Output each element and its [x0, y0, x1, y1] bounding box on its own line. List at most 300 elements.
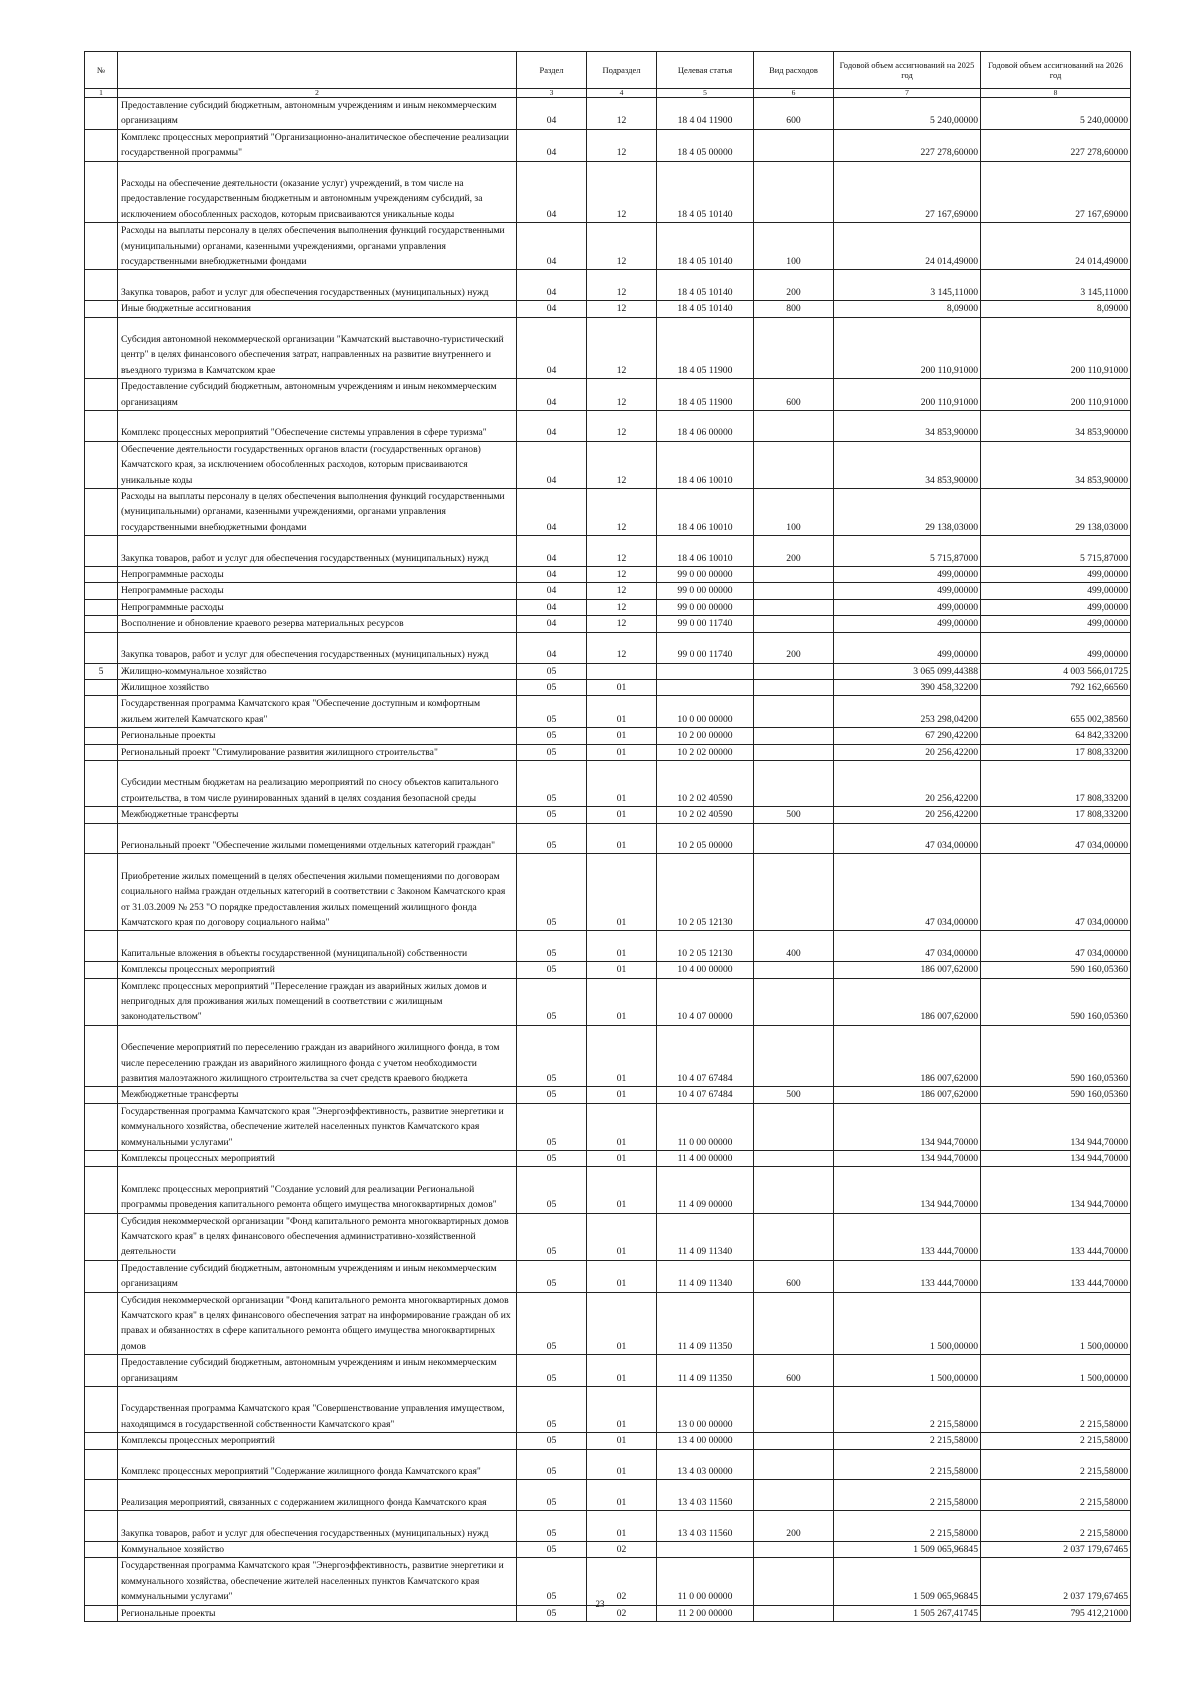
row-amount-2025: 2 215,58000 [834, 1449, 981, 1480]
row-name: Комплексы процессных мероприятий [118, 1150, 517, 1166]
row-name: Закупка товаров, работ и услуг для обеспечения государственных (муниципальных) нужд [118, 1511, 517, 1542]
row-expense-type [754, 978, 834, 1025]
row-amount-2025: 1 500,00000 [834, 1292, 981, 1355]
row-podrazdel [587, 663, 657, 679]
row-number [85, 1433, 118, 1449]
row-razdel: 04 [517, 567, 587, 583]
table-row [85, 379, 1131, 411]
budget-allocation-table [84, 51, 1131, 1622]
row-amount-2026: 792 162,66560 [981, 679, 1131, 695]
row-razdel: 05 [517, 854, 587, 931]
table-row [85, 223, 1131, 270]
row-amount-2026: 134 944,70000 [981, 1150, 1131, 1166]
table-body [85, 98, 1131, 1622]
row-amount-2025: 253 298,04200 [834, 696, 981, 728]
row-podrazdel: 01 [587, 1087, 657, 1103]
page-number: 23 [595, 1599, 605, 1609]
row-amount-2025: 5 240,00000 [834, 98, 981, 130]
row-expense-type [754, 441, 834, 488]
header-number: № [85, 52, 118, 89]
row-amount-2025: 1 509 065,96845 [834, 1542, 981, 1558]
table-row [85, 616, 1131, 632]
table-row [85, 1167, 1131, 1213]
row-target-article: 10 2 02 40590 [657, 807, 754, 823]
row-razdel: 05 [517, 1167, 587, 1213]
row-amount-2025: 20 256,42200 [834, 807, 981, 823]
row-amount-2026: 1 500,00000 [981, 1355, 1131, 1387]
row-target-article: 10 2 02 40590 [657, 760, 754, 806]
row-amount-2025: 47 034,00000 [834, 931, 981, 962]
table-row [85, 317, 1131, 379]
row-podrazdel: 12 [587, 301, 657, 317]
row-target-article [657, 679, 754, 695]
row-expense-type [754, 679, 834, 695]
row-name: Непрограммные расходы [118, 567, 517, 583]
row-razdel: 05 [517, 1150, 587, 1166]
row-razdel: 04 [517, 632, 587, 663]
row-podrazdel: 01 [587, 1480, 657, 1511]
row-expense-type [754, 854, 834, 931]
row-expense-type: 600 [754, 98, 834, 130]
row-name: Государственная программа Камчатского края "Энергоэффективность, развитие энергетики и коммунального хозяйства, обеспечение жителей населенных пунктов Камчатского края коммунальными услугами" [118, 1558, 517, 1605]
table-row [85, 161, 1131, 223]
row-name: Государственная программа Камчатского края "Обеспечение доступным и комфортным жильем жителей Камчатского края" [118, 696, 517, 728]
row-number [85, 1542, 118, 1558]
row-razdel: 04 [517, 223, 587, 270]
row-number [85, 807, 118, 823]
table-row [85, 1480, 1131, 1511]
row-amount-2025: 134 944,70000 [834, 1167, 981, 1213]
row-target-article: 10 2 05 12130 [657, 854, 754, 931]
table-row [85, 854, 1131, 931]
row-name: Субсидия некоммерческой организации "Фонд капитального ремонта многоквартирных домов Камчатского края" в целях финансового обеспечения административно-хозяйственной деятельности [118, 1213, 517, 1260]
table-row [85, 489, 1131, 536]
row-name: Капитальные вложения в объекты государственной (муниципальной) собственности [118, 931, 517, 962]
row-name: Закупка товаров, работ и услуг для обеспечения государственных (муниципальных) нужд [118, 270, 517, 301]
row-podrazdel: 01 [587, 1150, 657, 1166]
row-podrazdel: 12 [587, 317, 657, 379]
row-amount-2026: 227 278,60000 [981, 129, 1131, 161]
row-expense-type [754, 1150, 834, 1166]
row-amount-2026: 499,00000 [981, 567, 1131, 583]
row-expense-type [754, 1025, 834, 1087]
row-number [85, 931, 118, 962]
row-number [85, 823, 118, 854]
row-target-article: 99 0 00 11740 [657, 616, 754, 632]
column-number: 4 [587, 89, 657, 98]
row-amount-2026: 2 215,58000 [981, 1511, 1131, 1542]
row-number [85, 1387, 118, 1433]
row-razdel: 05 [517, 1260, 587, 1292]
row-expense-type: 600 [754, 379, 834, 411]
row-razdel: 04 [517, 301, 587, 317]
row-name: Непрограммные расходы [118, 599, 517, 615]
row-expense-type [754, 823, 834, 854]
row-podrazdel: 12 [587, 632, 657, 663]
row-amount-2025: 2 215,58000 [834, 1387, 981, 1433]
row-amount-2025: 134 944,70000 [834, 1103, 981, 1150]
row-name: Расходы на выплаты персоналу в целях обеспечения выполнения функций государственными (муниципальными) органами, казенными учреждениями, органами управления государственными внебюджетными фондами [118, 489, 517, 536]
row-target-article: 10 2 02 00000 [657, 744, 754, 760]
row-amount-2026: 2 215,58000 [981, 1433, 1131, 1449]
row-amount-2025: 8,09000 [834, 301, 981, 317]
row-name: Региональный проект "Стимулирование развития жилищного строительства" [118, 744, 517, 760]
row-razdel: 04 [517, 441, 587, 488]
table-row [85, 441, 1131, 488]
row-name: Непрограммные расходы [118, 583, 517, 599]
table-row [85, 807, 1131, 823]
header-expense-type: Вид расходов [754, 52, 834, 89]
row-expense-type: 600 [754, 1355, 834, 1387]
row-target-article: 18 4 05 10140 [657, 223, 754, 270]
table-row [85, 1087, 1131, 1103]
row-amount-2025: 390 458,32200 [834, 679, 981, 695]
row-target-article [657, 1542, 754, 1558]
row-amount-2026: 200 110,91000 [981, 379, 1131, 411]
row-name: Комплекс процессных мероприятий "Содержание жилищного фонда Камчатского края" [118, 1449, 517, 1480]
row-amount-2026: 200 110,91000 [981, 317, 1131, 379]
row-expense-type: 500 [754, 807, 834, 823]
row-razdel: 05 [517, 728, 587, 744]
row-number [85, 441, 118, 488]
row-name: Закупка товаров, работ и услуг для обеспечения государственных (муниципальных) нужд [118, 536, 517, 567]
table-row [85, 696, 1131, 728]
row-amount-2026: 134 944,70000 [981, 1167, 1131, 1213]
column-number: 5 [657, 89, 754, 98]
table-row [85, 1150, 1131, 1166]
row-amount-2026: 2 215,58000 [981, 1480, 1131, 1511]
row-amount-2025: 134 944,70000 [834, 1150, 981, 1166]
row-target-article: 99 0 00 11740 [657, 632, 754, 663]
header-allocation-2025: Годовой объем ассигнований на 2025 год [834, 52, 981, 89]
row-number [85, 536, 118, 567]
row-expense-type [754, 1387, 834, 1433]
row-amount-2025: 499,00000 [834, 599, 981, 615]
header-allocation-2026: Годовой объем ассигнований на 2026 год [981, 52, 1131, 89]
row-amount-2025: 200 110,91000 [834, 317, 981, 379]
row-amount-2026: 133 444,70000 [981, 1213, 1131, 1260]
row-amount-2026: 655 002,38560 [981, 696, 1131, 728]
row-target-article: 13 4 03 11560 [657, 1480, 754, 1511]
row-podrazdel: 01 [587, 1025, 657, 1087]
row-target-article [657, 663, 754, 679]
row-target-article: 11 4 09 11340 [657, 1213, 754, 1260]
row-number [85, 728, 118, 744]
row-podrazdel: 01 [587, 1387, 657, 1433]
row-amount-2025: 34 853,90000 [834, 411, 981, 442]
table-row [85, 129, 1131, 161]
row-razdel: 04 [517, 583, 587, 599]
row-name: Субсидия некоммерческой организации "Фонд капитального ремонта многоквартирных домов Камчатского края" в целях финансового обеспечения затрат на информирование граждан об их правах и обязанностях в сфере капитального ремонта общего имущества многоквартирных домов [118, 1292, 517, 1355]
row-amount-2026: 5 240,00000 [981, 98, 1131, 130]
row-name: Межбюджетные трансферты [118, 807, 517, 823]
row-number [85, 129, 118, 161]
row-amount-2026: 47 034,00000 [981, 823, 1131, 854]
column-number: 7 [834, 89, 981, 98]
row-podrazdel: 01 [587, 744, 657, 760]
row-podrazdel: 01 [587, 823, 657, 854]
row-expense-type: 200 [754, 1511, 834, 1542]
row-number [85, 1355, 118, 1387]
header-razdel: Раздел [517, 52, 587, 89]
row-expense-type [754, 962, 834, 978]
row-razdel: 04 [517, 317, 587, 379]
row-amount-2025: 1 509 065,96845 [834, 1558, 981, 1605]
table-row [85, 744, 1131, 760]
row-number [85, 270, 118, 301]
row-number [85, 98, 118, 130]
row-amount-2026: 17 808,33200 [981, 744, 1131, 760]
row-razdel: 04 [517, 270, 587, 301]
row-name: Жилищное хозяйство [118, 679, 517, 695]
row-razdel: 04 [517, 98, 587, 130]
row-name: Субсидия автономной некоммерческой организации "Камчатский выставочно-туристический центр" в целях финансового обеспечения затрат, направленных на развитие внутреннего и въездного туризма в Камчатском крае [118, 317, 517, 379]
row-amount-2026: 795 412,21000 [981, 1605, 1131, 1621]
row-target-article: 10 4 07 67484 [657, 1025, 754, 1087]
row-amount-2026: 47 034,00000 [981, 931, 1131, 962]
row-name: Иные бюджетные ассигнования [118, 301, 517, 317]
row-number [85, 1260, 118, 1292]
row-expense-type [754, 1449, 834, 1480]
row-amount-2026: 2 215,58000 [981, 1449, 1131, 1480]
row-razdel: 05 [517, 1433, 587, 1449]
row-number [85, 567, 118, 583]
row-amount-2026: 590 160,05360 [981, 978, 1131, 1025]
row-expense-type: 500 [754, 1087, 834, 1103]
row-podrazdel: 01 [587, 1260, 657, 1292]
row-number [85, 599, 118, 615]
table-row [85, 663, 1131, 679]
row-razdel: 04 [517, 161, 587, 223]
row-razdel: 05 [517, 760, 587, 806]
row-razdel: 05 [517, 807, 587, 823]
row-target-article: 13 4 03 00000 [657, 1449, 754, 1480]
row-target-article: 99 0 00 00000 [657, 583, 754, 599]
row-expense-type [754, 161, 834, 223]
row-expense-type [754, 583, 834, 599]
row-podrazdel: 01 [587, 807, 657, 823]
row-amount-2026: 27 167,69000 [981, 161, 1131, 223]
row-target-article: 10 2 00 00000 [657, 728, 754, 744]
row-podrazdel: 01 [587, 1511, 657, 1542]
row-number [85, 1511, 118, 1542]
row-razdel: 05 [517, 1292, 587, 1355]
row-number [85, 1213, 118, 1260]
row-expense-type [754, 411, 834, 442]
row-razdel: 05 [517, 1480, 587, 1511]
row-razdel: 05 [517, 1449, 587, 1480]
table-row [85, 931, 1131, 962]
row-name: Комплексы процессных мероприятий [118, 962, 517, 978]
row-amount-2025: 47 034,00000 [834, 823, 981, 854]
row-target-article: 10 4 07 67484 [657, 1087, 754, 1103]
row-name: Предоставление субсидий бюджетным, автономным учреждениям и иным некоммерческим организациям [118, 1355, 517, 1387]
row-amount-2026: 29 138,03000 [981, 489, 1131, 536]
row-name: Расходы на выплаты персоналу в целях обеспечения выполнения функций государственными (муниципальными) органами, казенными учреждениями, органами управления государственными внебюджетными фондами [118, 223, 517, 270]
row-expense-type [754, 728, 834, 744]
row-amount-2026: 4 003 566,01725 [981, 663, 1131, 679]
row-razdel: 05 [517, 1542, 587, 1558]
table-row [85, 978, 1131, 1025]
row-expense-type [754, 599, 834, 615]
row-amount-2025: 24 014,49000 [834, 223, 981, 270]
row-target-article: 11 4 09 00000 [657, 1167, 754, 1213]
row-amount-2026: 17 808,33200 [981, 807, 1131, 823]
row-target-article: 18 4 06 00000 [657, 411, 754, 442]
row-target-article: 10 4 07 00000 [657, 978, 754, 1025]
table-row [85, 1213, 1131, 1260]
table-row [85, 270, 1131, 301]
row-podrazdel: 12 [587, 223, 657, 270]
row-number [85, 616, 118, 632]
row-amount-2025: 27 167,69000 [834, 161, 981, 223]
row-expense-type: 200 [754, 536, 834, 567]
row-expense-type: 100 [754, 489, 834, 536]
table-row [85, 583, 1131, 599]
row-number [85, 1103, 118, 1150]
row-razdel: 05 [517, 1213, 587, 1260]
row-expense-type [754, 616, 834, 632]
row-razdel: 04 [517, 129, 587, 161]
row-number [85, 411, 118, 442]
row-number [85, 1025, 118, 1087]
row-expense-type: 600 [754, 1260, 834, 1292]
row-amount-2026: 499,00000 [981, 583, 1131, 599]
row-razdel: 05 [517, 663, 587, 679]
table-row [85, 760, 1131, 806]
row-number [85, 1292, 118, 1355]
row-expense-type [754, 1167, 834, 1213]
row-amount-2025: 2 215,58000 [834, 1480, 981, 1511]
row-number [85, 962, 118, 978]
row-expense-type [754, 1103, 834, 1150]
row-expense-type [754, 1542, 834, 1558]
table-row [85, 567, 1131, 583]
row-name: Комплекс процессных мероприятий "Организационно-аналитическое обеспечение реализации государственной программы" [118, 129, 517, 161]
budget-table-page [84, 51, 1130, 1622]
row-amount-2026: 8,09000 [981, 301, 1131, 317]
row-amount-2026: 2 215,58000 [981, 1387, 1131, 1433]
row-target-article: 13 4 03 11560 [657, 1511, 754, 1542]
row-amount-2025: 227 278,60000 [834, 129, 981, 161]
row-target-article: 18 4 04 11900 [657, 98, 754, 130]
row-target-article: 18 4 05 11900 [657, 317, 754, 379]
row-number [85, 489, 118, 536]
row-podrazdel: 01 [587, 1449, 657, 1480]
row-target-article: 10 0 00 00000 [657, 696, 754, 728]
row-expense-type: 400 [754, 931, 834, 962]
row-podrazdel: 12 [587, 536, 657, 567]
row-target-article: 13 4 00 00000 [657, 1433, 754, 1449]
row-name: Закупка товаров, работ и услуг для обеспечения государственных (муниципальных) нужд [118, 632, 517, 663]
table-row [85, 1542, 1131, 1558]
row-amount-2026: 34 853,90000 [981, 441, 1131, 488]
row-podrazdel: 01 [587, 1167, 657, 1213]
row-target-article: 11 4 00 00000 [657, 1150, 754, 1166]
header-target-article: Целевая статья [657, 52, 754, 89]
row-amount-2025: 20 256,42200 [834, 760, 981, 806]
row-expense-type [754, 696, 834, 728]
row-number [85, 760, 118, 806]
row-podrazdel: 01 [587, 931, 657, 962]
row-amount-2025: 1 500,00000 [834, 1355, 981, 1387]
column-number-row [85, 89, 1131, 98]
row-amount-2026: 17 808,33200 [981, 760, 1131, 806]
row-expense-type [754, 567, 834, 583]
row-amount-2026: 590 160,05360 [981, 1087, 1131, 1103]
row-amount-2025: 29 138,03000 [834, 489, 981, 536]
row-podrazdel: 02 [587, 1542, 657, 1558]
table-row [85, 962, 1131, 978]
row-razdel: 05 [517, 1558, 587, 1605]
row-target-article: 99 0 00 00000 [657, 567, 754, 583]
row-number [85, 696, 118, 728]
row-razdel: 05 [517, 1387, 587, 1433]
row-amount-2026: 590 160,05360 [981, 962, 1131, 978]
table-row [85, 1260, 1131, 1292]
table-row [85, 1387, 1131, 1433]
row-name: Региональный проект "Обеспечение жилыми помещениями отдельных категорий граждан" [118, 823, 517, 854]
row-number [85, 978, 118, 1025]
row-amount-2025: 499,00000 [834, 567, 981, 583]
row-razdel: 05 [517, 1103, 587, 1150]
row-amount-2025: 133 444,70000 [834, 1213, 981, 1260]
row-number [85, 223, 118, 270]
row-razdel: 05 [517, 978, 587, 1025]
row-expense-type [754, 1213, 834, 1260]
row-podrazdel: 01 [587, 1292, 657, 1355]
row-target-article: 11 0 00 00000 [657, 1103, 754, 1150]
row-amount-2026: 64 842,33200 [981, 728, 1131, 744]
row-amount-2026: 133 444,70000 [981, 1260, 1131, 1292]
row-amount-2025: 186 007,62000 [834, 962, 981, 978]
row-target-article: 13 0 00 00000 [657, 1387, 754, 1433]
row-number [85, 1480, 118, 1511]
row-name: Государственная программа Камчатского края "Совершенствование управления имуществом, находящимся в государственной собственности Камчатского края" [118, 1387, 517, 1433]
row-amount-2025: 5 715,87000 [834, 536, 981, 567]
row-number [85, 744, 118, 760]
row-name: Государственная программа Камчатского края "Энергоэффективность, развитие энергетики и коммунального хозяйства, обеспечение жителей населенных пунктов Камчатского края коммунальными услугами" [118, 1103, 517, 1150]
row-expense-type: 100 [754, 223, 834, 270]
row-amount-2026: 47 034,00000 [981, 854, 1131, 931]
row-name: Комплексы процессных мероприятий [118, 1433, 517, 1449]
row-number [85, 379, 118, 411]
row-amount-2025: 2 215,58000 [834, 1433, 981, 1449]
row-amount-2025: 186 007,62000 [834, 978, 981, 1025]
table-row [85, 632, 1131, 663]
table-row [85, 536, 1131, 567]
row-podrazdel: 12 [587, 411, 657, 442]
row-podrazdel: 01 [587, 1103, 657, 1150]
row-razdel: 05 [517, 744, 587, 760]
row-expense-type: 200 [754, 632, 834, 663]
row-podrazdel: 12 [587, 161, 657, 223]
row-number [85, 317, 118, 379]
row-amount-2026: 2 037 179,67465 [981, 1542, 1131, 1558]
row-podrazdel: 12 [587, 599, 657, 615]
row-razdel: 04 [517, 379, 587, 411]
column-number: 2 [118, 89, 517, 98]
row-number [85, 301, 118, 317]
row-amount-2026: 590 160,05360 [981, 1025, 1131, 1087]
row-amount-2025: 3 145,11000 [834, 270, 981, 301]
table-row [85, 411, 1131, 442]
row-amount-2026: 3 145,11000 [981, 270, 1131, 301]
row-razdel: 04 [517, 616, 587, 632]
row-amount-2026: 134 944,70000 [981, 1103, 1131, 1150]
row-expense-type [754, 663, 834, 679]
row-number [85, 1150, 118, 1166]
